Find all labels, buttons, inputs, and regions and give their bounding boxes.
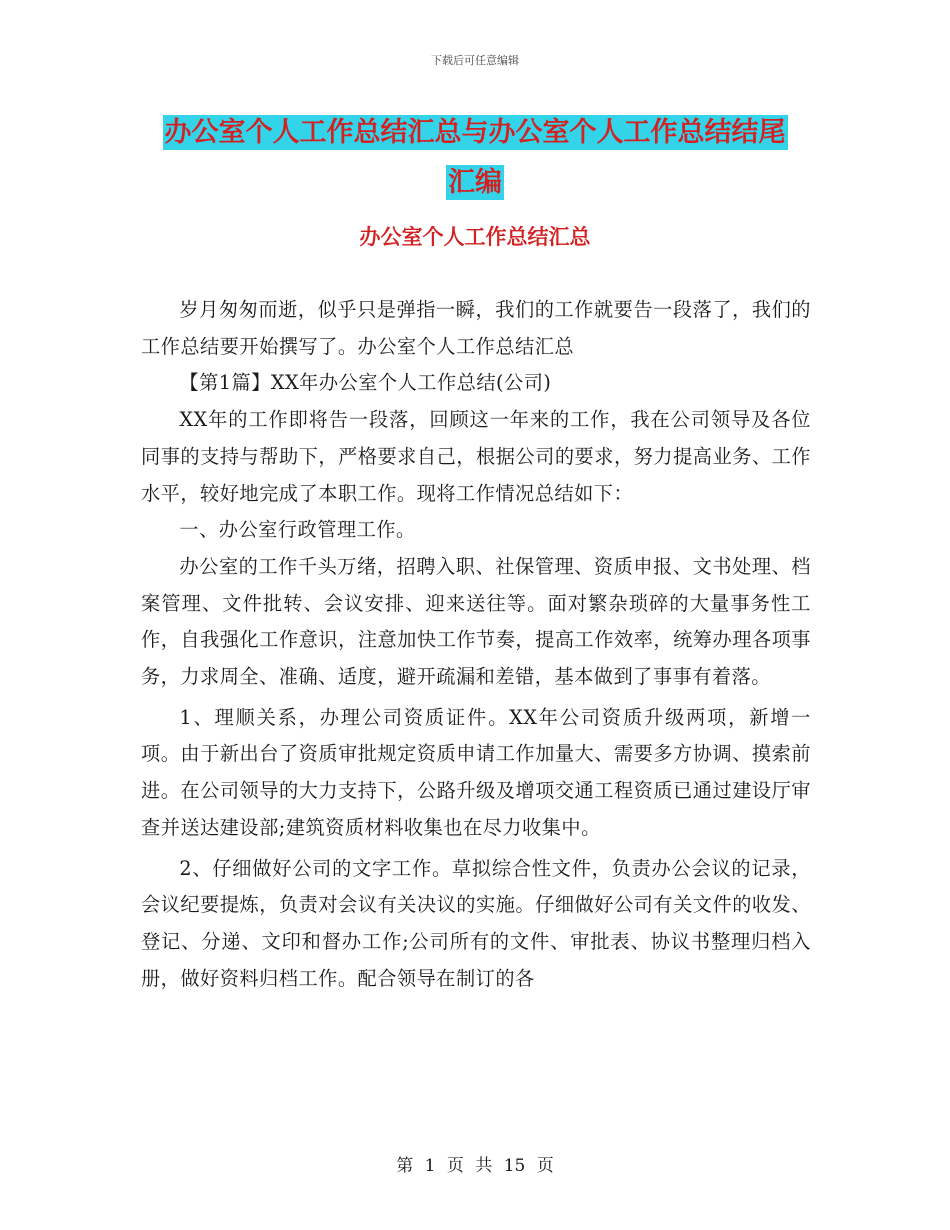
paragraph-overview: XX年的工作即将告一段落，回顾这一年来的工作，我在公司领导及各位同事的支持与帮助下，严格要求自己，根据公司的要求，努力提高业务、工作水平，较好地完成了本职工作。现将工作情况总结如下： — [141, 408, 811, 505]
paragraph-item-two: 2、仔细做好公司的文字工作。草拟综合性文件，负责办公会议的记录，会议纪要提炼，负责对会议有关决议的实施。仔细做好公司有关文件的收发、登记、分递、文印和督办工作;公司所有的文件、审批表、协议书整理归档入册，做好资料归档工作。配合领导在制订的各 — [141, 856, 811, 990]
document-title-line2: 汇编 — [448, 167, 502, 198]
paragraph-item-one: 1、理顺关系，办理公司资质证件。XX年公司资质升级两项，新增一项。由于新出台了资质审批规定资质申请工作加量大、需要多方协调、摸索前进。在公司领导的大力支持下，公路升级及增项交通工程资质已通过建设厅审查并送达建设部;建筑资质材料收集也在尽力收集中。 — [141, 705, 811, 839]
section-heading: 办公室个人工作总结汇总 — [359, 225, 591, 249]
document-title — [140, 108, 810, 208]
paragraph-intro: 岁月匆匆而逝，似乎只是弹指一瞬，我们的工作就要告一段落了，我们的工作总结要开始撰写了。办公室个人工作总结汇总 — [141, 298, 811, 358]
paragraph-admin-work: 办公室的工作千头万绪，招聘入职、社保管理、资质申报、文书处理、档案管理、文件批转、会议安排、迎来送往等。面对繁杂琐碎的大量事务性工作，自我强化工作意识，注意加快工作节奏，提高工作效率，统筹办理各项事务，力求周全、准确、适度，避开疏漏和差错，基本做到了事事有着落。 — [141, 554, 811, 689]
page-number: 第 1 页 共 15 页 — [396, 1156, 554, 1176]
document-title-line1: 办公室个人工作总结汇总与办公室个人工作总结结尾 — [164, 117, 786, 148]
paragraph-section-one: 一、办公室行政管理工作。 — [179, 518, 416, 542]
paragraph-article-title: 【第1篇】XX年办公室个人工作总结(公司) — [179, 371, 552, 395]
page-header-note: 下载后可任意编辑 — [431, 54, 519, 67]
document-body — [141, 292, 811, 997]
